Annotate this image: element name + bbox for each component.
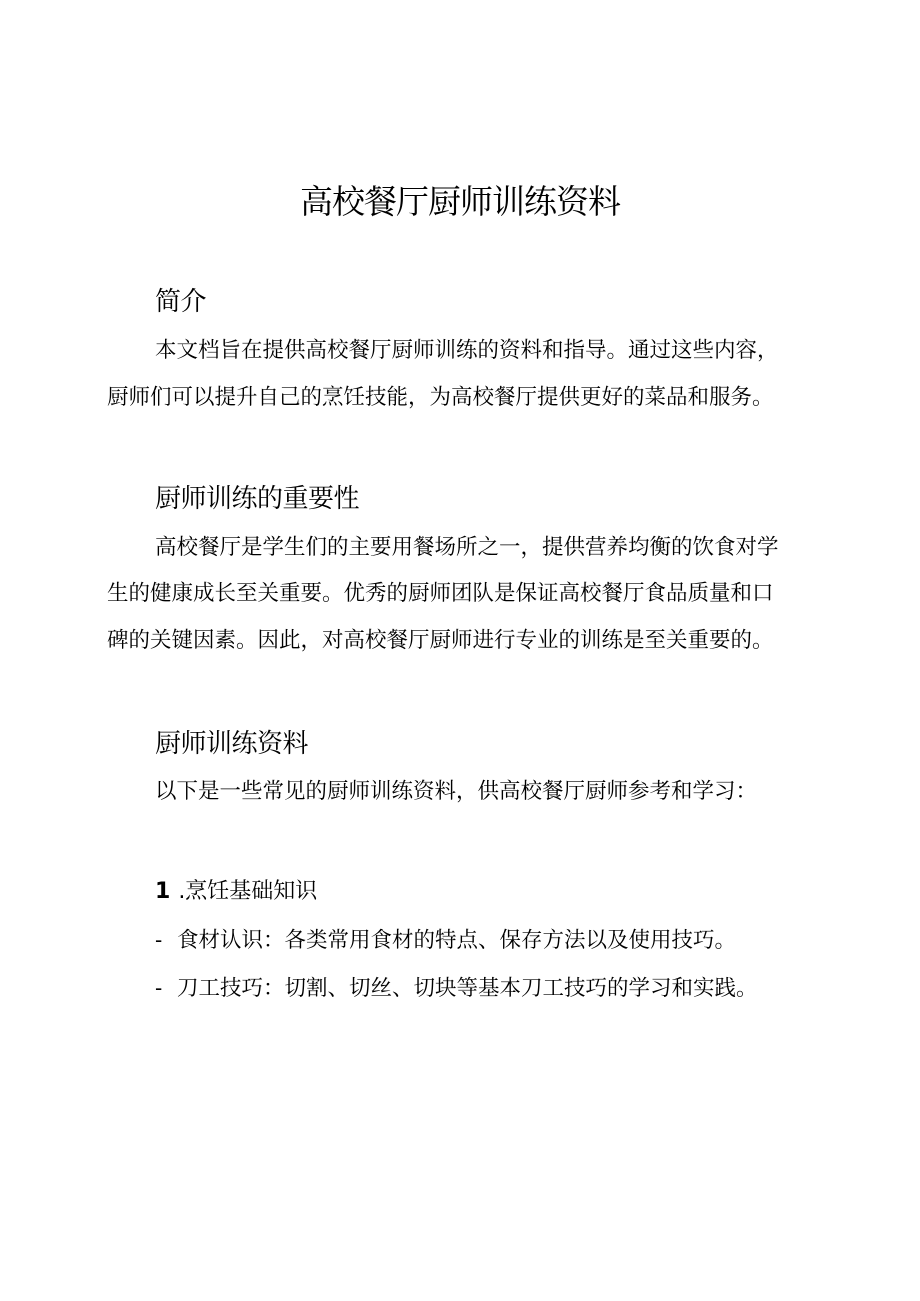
importance-line-1: 高校餐厅是学生们的主要用餐场所之一，提供营养均衡的饮食对学 [155,535,779,560]
importance-line-2: 生的健康成长至关重要。优秀的厨师团队是保证高校餐厅食品质量和口 [107,581,774,606]
bullet-marker: - [155,976,163,1001]
list-item-text: 食材认识：各类常用食材的特点、保存方法以及使用技巧。 [177,928,737,953]
document-title: 高校餐厅厨师训练资料 [300,182,620,221]
materials-intro-line: 以下是一些常见的厨师训练资料，供高校餐厅厨师参考和学习： [155,779,758,804]
importance-line-3: 碑的关键因素。因此，对高校餐厅厨师进行专业的训练是至关重要的。 [107,628,774,653]
list-item [155,973,758,1005]
list-item-text: 刀工技巧：切割、切丝、切块等基本刀工技巧的学习和实践。 [177,976,758,1001]
intro-line-2: 厨师们可以提升自己的烹饪技能，为高校餐厅提供更好的菜品和服务。 [107,385,774,410]
intro-line-1: 本文档旨在提供高校餐厅厨师训练的资料和指导。通过这些内容， [155,338,779,363]
list-number: 1 [155,879,171,904]
materials-heading: 厨师训练资料 [155,729,309,759]
list-heading [155,876,317,908]
importance-heading: 厨师训练的重要性 [155,484,360,514]
list-heading-text: .烹饪基础知识 [178,879,318,904]
bullet-marker: - [155,928,163,953]
intro-heading: 简介 [155,287,207,317]
list-item [155,925,736,957]
